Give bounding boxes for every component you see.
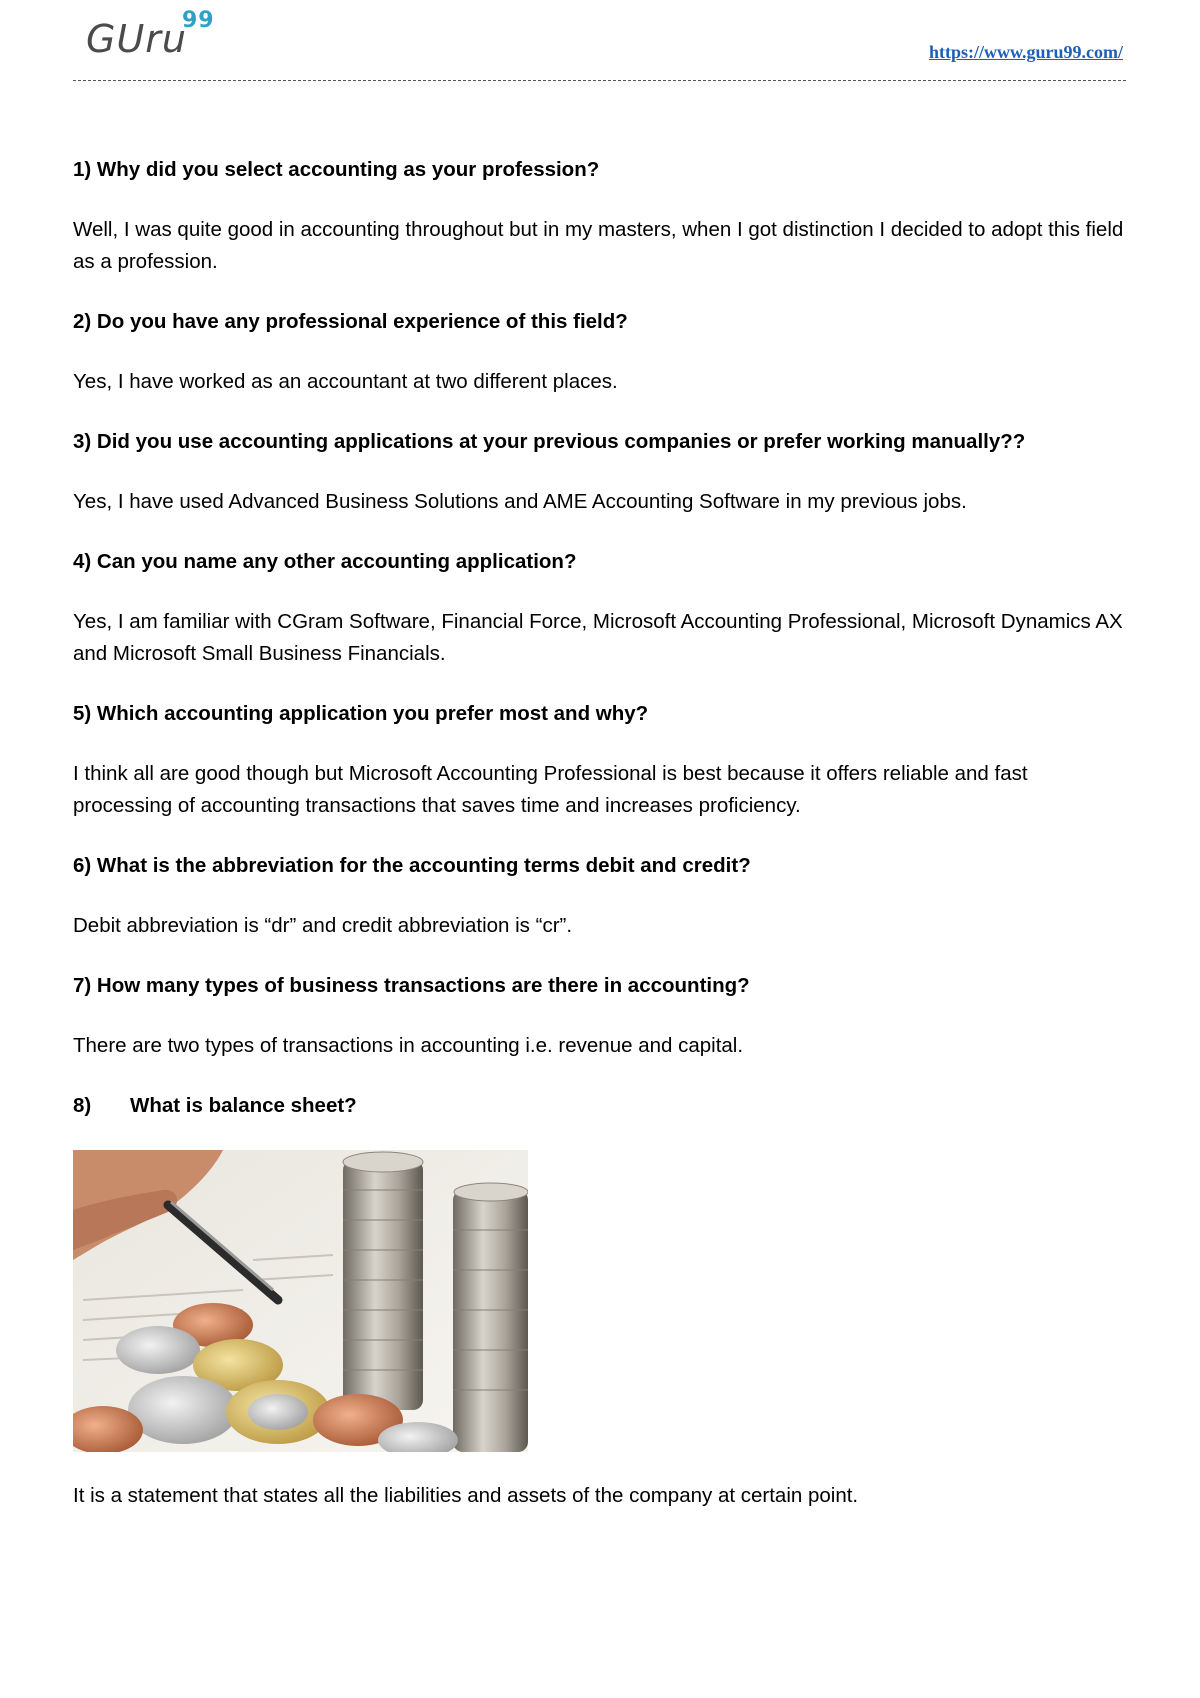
answer-5: I think all are good though but Microsoft Accounting Professional is best because it offers reliable and fast processing of accounting transactions that saves time and increases proficiency. [73,762,1028,817]
guru99-url-link[interactable]: https://www.guru99.com/ [928,42,1123,62]
question-5: 5) Which accounting application you prefer most and why? [73,702,649,725]
question-8-text: What is balance sheet? [130,1094,357,1117]
qa-content [73,154,1126,1540]
question-7: 7) How many types of business transactions are there in accounting? [73,974,750,997]
question-8-number: 8) [73,1094,92,1117]
logo-number: 99 [182,8,215,33]
answer-8: It is a statement that states all the liabilities and assets of the company at certain point. [73,1484,859,1507]
answer-1: Well, I was quite good in accounting throughout but in my masters, when I got distinction I decided to adopt this field as a profession. [73,218,1124,273]
answer-6: Debit abbreviation is “dr” and credit abbreviation is “cr”. [73,914,573,937]
question-1: 1) Why did you select accounting as your profession? [73,158,600,181]
answer-7: There are two types of transactions in accounting i.e. revenue and capital. [73,1034,744,1057]
header-divider [73,80,1126,81]
answer-3: Yes, I have used Advanced Business Solutions and AME Accounting Software in my previous jobs. [73,490,967,513]
answer-4: Yes, I am familiar with CGram Software, Financial Force, Microsoft Accounting Professional, Microsoft Dynamics AX and Microsoft Small Business Financials. [73,610,1123,665]
question-6: 6) What is the abbreviation for the accounting terms debit and credit? [73,854,751,877]
question-4: 4) Can you name any other accounting application? [73,550,577,573]
answer-2: Yes, I have worked as an accountant at two different places. [73,370,618,393]
guru99-logo [86,8,215,64]
question-8 [73,1090,1126,1122]
question-3: 3) Did you use accounting applications at your previous companies or prefer working manually?? [73,430,1026,453]
question-2: 2) Do you have any professional experience of this field? [73,310,628,333]
logo-word: GUru [86,17,187,61]
coins-and-pen-photo-icon [73,1150,528,1452]
